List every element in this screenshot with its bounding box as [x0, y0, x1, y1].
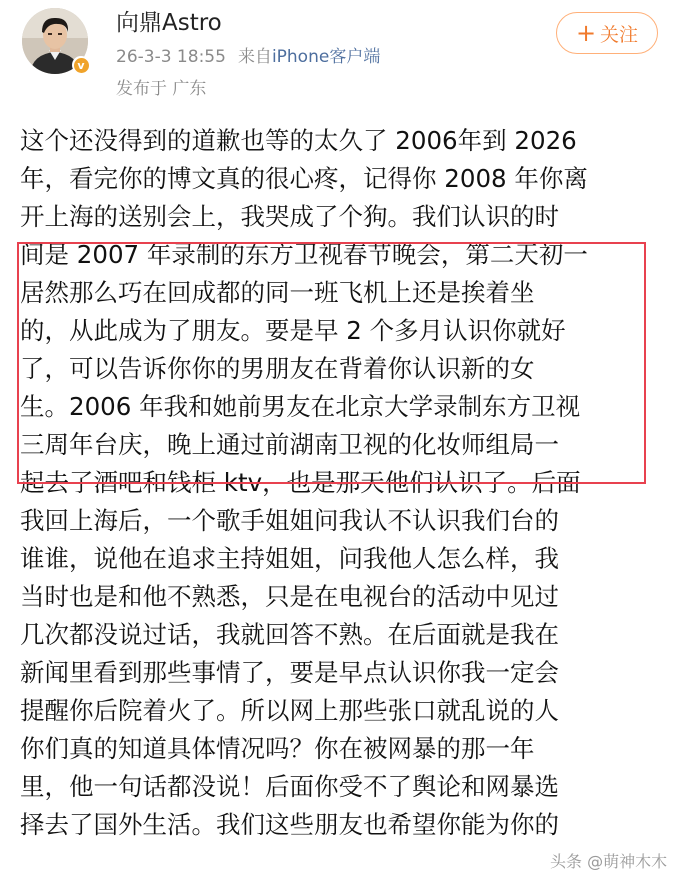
post-text-line: 年，看完你的博文真的很心疼，记得你 2008 年你离 [20, 164, 588, 193]
post-text-line: 的，从此成为了朋友。要是早 2 个多月认识你就好 [20, 316, 566, 345]
watermark: 头条 @萌神木木 [550, 852, 668, 871]
post-text-line: 新闻里看到那些事情了，要是早点认识你我一定会 [20, 658, 559, 687]
post-text-line: 起去了酒吧和钱柜 ktv，也是那天他们认识了。后面 [20, 468, 581, 497]
plus-icon: + [575, 19, 597, 47]
verified-badge-icon: v [72, 56, 90, 74]
post-text-line: 生。2006 年我和她前男友在北京大学录制东方卫视 [20, 392, 581, 421]
post-text-line: 三周年台庆，晚上通过前湖南卫视的化妆师组局一 [20, 430, 559, 459]
post-location: 发布于 广东 [116, 79, 207, 99]
post-text-line: 你们真的知道具体情况吗？你在被网暴的那一年 [20, 734, 535, 763]
post-text-line: 我回上海后，一个歌手姐姐问我认不认识我们台的 [20, 506, 559, 535]
post-text-line: 间是 2007 年录制的东方卫视春节晚会，第二天初一 [20, 240, 588, 269]
post-text-line: 提醒你后院着火了。所以网上那些张口就乱说的人 [20, 696, 559, 725]
source-link[interactable]: iPhone客户端 [271, 47, 381, 67]
post-text-line: 择去了国外生活。我们这些朋友也希望你能为你的 [20, 810, 559, 839]
post-header [0, 0, 682, 110]
post-text-line: 居然那么巧在回成都的同一班飞机上还是挨着坐 [20, 278, 535, 307]
post-text-line: 当时也是和他不熟悉，只是在电视台的活动中见过 [20, 582, 559, 611]
follow-label: 关注 [600, 23, 639, 46]
post-text-line: 了，可以告诉你你的男朋友在背着你认识新的女 [20, 354, 535, 383]
follow-button[interactable] [556, 12, 658, 54]
post-text-line: 这个还没得到的道歉也等的太久了 2006年到 2026 [20, 126, 577, 155]
post-timestamp: 26-3-3 18:55 [116, 47, 226, 67]
post-meta [116, 46, 380, 68]
source-prefix: 来自 [237, 47, 272, 67]
post-text-line: 几次都没说过话，我就回答不熟。在后面就是我在 [20, 620, 559, 649]
post-text-line: 开上海的送别会上，我哭成了个狗。我们认识的时 [20, 202, 559, 231]
post-text-line: 里，他一句话都没说！后面你受不了舆论和网暴选 [20, 772, 559, 801]
post-text-line: 谁谁，说他在追求主持姐姐，问我他人怎么样，我 [20, 544, 559, 573]
post-body [20, 122, 670, 844]
author-name[interactable]: 向鼎Astro [116, 10, 222, 36]
